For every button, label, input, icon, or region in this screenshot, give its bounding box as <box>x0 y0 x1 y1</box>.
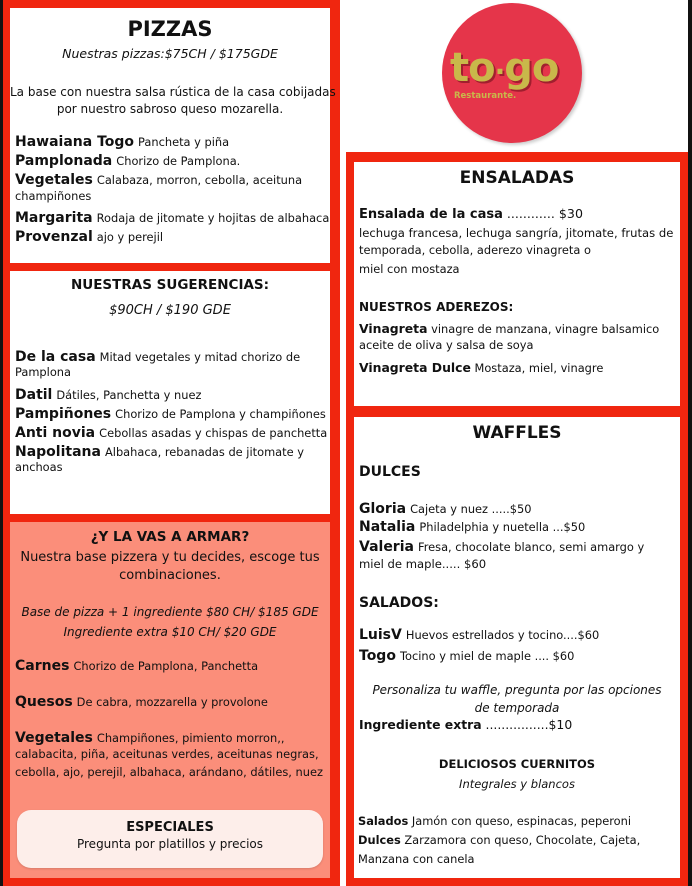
waffle-name: Valeria <box>359 539 414 555</box>
aderezo-name: Vinagreta Dulce <box>359 360 471 375</box>
sugerencia-desc: Cebollas asadas y chispas de panchetta <box>99 426 328 440</box>
pizza-item <box>15 132 330 152</box>
armar-price-2: Ingrediente extra $10 CH/ $20 GDE <box>63 625 277 639</box>
especiales-desc: Pregunta por platillos y precios <box>76 837 264 851</box>
armar-section <box>10 522 330 878</box>
ensalada-desc-2: temporada, cebolla, aderezo vinagreta o <box>359 243 591 257</box>
waffle-name: LuisV <box>359 627 402 643</box>
waffle-desc: Cajeta y nuez .....$50 <box>410 502 532 516</box>
waffles-section <box>354 417 680 878</box>
cuernito-desc: Jamón con queso, espinacas, peperoni <box>411 814 632 828</box>
pizza-name: Provenzal <box>15 229 93 245</box>
pizzas-title: PIZZAS <box>127 17 213 41</box>
sugerencia-desc: Dátiles, Panchetta y nuez <box>56 388 202 402</box>
sugerencia-name: Napolitana <box>15 444 101 460</box>
armar-desc-1: Nuestra base pizzera y tu decides, escoge tus <box>20 550 320 565</box>
extra-price: ................$10 <box>481 717 573 732</box>
aderezo-item <box>359 360 680 375</box>
waffle-item <box>359 517 680 537</box>
logo-go: go <box>504 45 559 91</box>
cuernitos-sub: Integrales y blancos <box>459 777 575 791</box>
pizza-item <box>15 151 330 171</box>
pizza-desc: Chorizo de Pamplona. <box>116 154 241 168</box>
waffles-title: WAFFLES <box>472 423 562 443</box>
pizza-item <box>15 208 330 228</box>
pizza-desc: Pancheta y piña <box>138 135 230 149</box>
especiales-title: ESPECIALES <box>126 820 214 835</box>
aderezo-desc: vinagre de manzana, vinagre balsamico <box>431 322 660 336</box>
ensaladas-title: ENSALADAS <box>459 168 575 188</box>
logo-subtitle: Restaurante. <box>454 91 517 101</box>
waffle-desc-cont: miel de maple..... $60 <box>359 557 487 571</box>
armar-desc-2: combinaciones. <box>119 568 221 583</box>
sugerencia-desc-cont: anchoas <box>15 460 63 474</box>
waffle-desc: Tocino y miel de maple .... $60 <box>399 649 575 663</box>
armar-price-1: Base de pizza + 1 ingrediente $80 CH/ $185 GDE <box>21 605 319 619</box>
cuernito-desc: Zarzamora con queso, Chocolate, Cajeta, <box>404 833 641 847</box>
pizzas-desc-1: La base con nuestra salsa rústica de la casa cobijadas <box>10 85 336 99</box>
pizza-desc: Rodaja de jitomate y hojitas de albahaca <box>96 211 330 225</box>
sugerencia-desc: Mitad vegetales y mitad chorizo de <box>99 350 301 364</box>
ensalada-price: ............ $30 <box>502 206 583 221</box>
sugerencias-section <box>10 271 330 514</box>
pizzas-price: Nuestras pizzas:$75CH / $175GDE <box>62 46 278 61</box>
cuernito-name: Salados <box>358 814 409 828</box>
armar-item <box>15 656 330 676</box>
pizza-desc: Calabaza, morron, cebolla, aceituna <box>96 173 303 187</box>
cuernito-item <box>358 833 680 847</box>
waffle-item <box>359 537 680 557</box>
waffle-desc: Huevos estrellados y tocino....$60 <box>405 628 600 642</box>
sugerencia-item <box>15 385 330 405</box>
right-edge <box>688 0 692 886</box>
salados-title: SALADOS: <box>359 595 439 611</box>
personaliza-1: Personaliza tu waffle, pregunta por las opciones <box>372 683 662 697</box>
ensalada-desc-3: miel con mostaza <box>359 262 460 276</box>
dulces-title: DULCES <box>359 464 421 480</box>
waffle-name: Natalia <box>359 519 416 535</box>
logo-to: to <box>450 45 495 91</box>
sugerencia-desc-cont: Pamplona <box>15 365 71 379</box>
extra-name: Ingrediente extra <box>359 717 482 732</box>
waffle-name: Togo <box>359 648 396 664</box>
armar-desc-cont: calabacita, piña, aceitunas verdes, aceitunas negras, <box>15 747 319 761</box>
armar-item <box>15 728 330 748</box>
sugerencia-desc: Chorizo de Pamplona y champiñones <box>115 407 326 421</box>
pizzas-desc-2: por nuestro sabroso queso mozarella. <box>56 102 284 116</box>
armar-desc: Champiñones, pimiento morron,, <box>96 731 285 745</box>
armar-desc: Chorizo de Pamplona, Panchetta <box>73 659 259 673</box>
waffle-item <box>359 646 680 666</box>
logo-area <box>345 0 688 150</box>
aderezo-name: Vinagreta <box>359 321 428 336</box>
cuernitos-title: DELICIOSOS CUERNITOS <box>438 757 596 771</box>
left-edge <box>0 0 3 886</box>
logo-text <box>450 45 558 91</box>
waffle-item <box>359 625 680 645</box>
sugerencias-title: NUESTRAS SUGERENCIAS: <box>70 277 270 293</box>
waffle-desc: Philadelphia y nuetella ...$50 <box>419 520 586 534</box>
waffle-desc: Fresa, chocolate blanco, semi amargo y <box>417 540 645 554</box>
cuernito-desc-cont: Manzana con canela <box>358 852 475 866</box>
cuernito-name: Dulces <box>358 833 401 847</box>
aderezo-desc-cont: aceite de oliva y salsa de soya <box>359 338 534 352</box>
sugerencia-name: Pampiñones <box>15 406 112 422</box>
ensalada-name: Ensalada de la casa <box>359 207 503 222</box>
armar-name: Quesos <box>15 694 73 710</box>
pizza-item <box>15 227 330 247</box>
waffle-item <box>359 499 680 519</box>
logo-circle <box>442 3 582 143</box>
extra-ingredient <box>359 717 680 732</box>
pizza-name: Pamplonada <box>15 153 113 169</box>
pizza-desc-cont: champiñones <box>15 189 92 203</box>
personaliza-2: de temporada <box>474 701 560 715</box>
armar-item <box>15 692 330 712</box>
armar-desc: De cabra, mozzarella y provolone <box>76 695 268 709</box>
sugerencia-name: Anti novia <box>15 425 96 441</box>
sugerencia-desc: Albahaca, rebanadas de jitomate y <box>104 445 304 459</box>
waffle-name: Gloria <box>359 501 407 517</box>
armar-title: ¿Y LA VAS A ARMAR? <box>90 529 250 545</box>
ensalada-desc-1: lechuga francesa, lechuga sangría, jitomate, frutas de <box>359 226 674 240</box>
armar-name: Vegetales <box>15 730 93 746</box>
sugerencia-item <box>15 404 330 424</box>
armar-name: Carnes <box>15 658 70 674</box>
aderezos-title: NUESTROS ADEREZOS: <box>359 300 514 314</box>
aderezo-item <box>359 321 680 336</box>
ensaladas-section <box>354 162 680 406</box>
pizza-name: Hawaiana Togo <box>15 134 135 150</box>
pizza-name: Vegetales <box>15 172 93 188</box>
ensalada-item <box>359 206 680 222</box>
sugerencia-item <box>15 423 330 443</box>
especiales-box <box>17 810 323 868</box>
pizza-desc: ajo y perejil <box>96 230 164 244</box>
armar-desc-cont: cebolla, ajo, perejil, albahaca, arándano, dátiles, nuez <box>15 765 323 779</box>
pizza-name: Margarita <box>15 210 93 226</box>
sugerencia-name: Datil <box>15 387 53 403</box>
sugerencia-name: De la casa <box>15 349 96 365</box>
cuernito-item <box>358 814 680 828</box>
pizzas-section <box>10 8 336 263</box>
logo-dot: · <box>494 55 505 88</box>
sugerencias-price: $90CH / $190 GDE <box>109 303 231 318</box>
aderezo-desc: Mostaza, miel, vinagre <box>474 361 604 375</box>
